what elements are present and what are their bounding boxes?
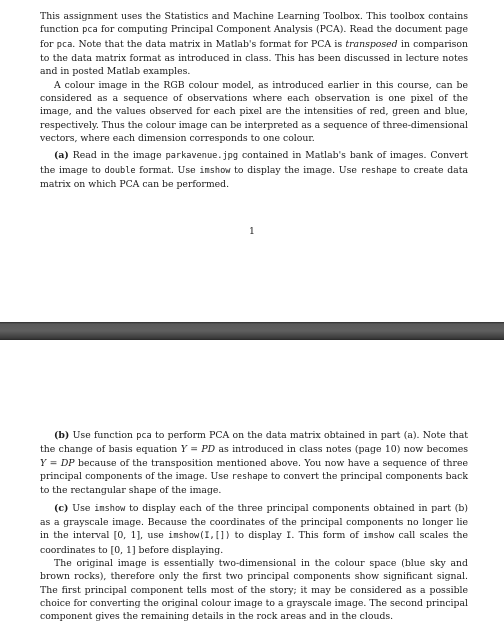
code-imshow: imshow <box>199 165 231 176</box>
page-1-text <box>40 10 468 191</box>
code-i: I <box>286 531 292 542</box>
code-filename: parkavenue.jpg <box>165 151 238 162</box>
code-imshow: imshow <box>363 531 395 542</box>
code-pca: pca <box>56 39 73 50</box>
page-number: 1 <box>249 226 255 237</box>
part-c-label: (c) <box>54 502 69 514</box>
part-b-paragraph: (b) Use function pca to perform PCA on the data matrix obtained in part (a). Note that the change of basis equation Y = PD as introduced in class notes (page 10) now becomes Y = DP because of the transposition mentioned above. You now have a sequence of three principal components of the image. Use reshape to convert the principal components back to the rectangular shape of the image. <box>40 430 468 497</box>
page-separator <box>0 322 504 340</box>
document-page-2 <box>0 340 504 625</box>
equation-y-dp: Y = DP <box>40 457 75 469</box>
part-a-paragraph: (a) Read in the image parkavenue.jpg contained in Matlab's bank of images. Convert the image to double format. Use imshow to display the image. Use reshape to create data matrix on which PCA can be performed. <box>40 150 468 191</box>
interval: [0, 1] <box>110 544 136 556</box>
colour-model-paragraph: A colour image in the RGB colour model, as introduced earlier in this course, can be considered as a sequence of observations where each observation is one pixel of the image, and the values observed for each pixel are the intensities of red, green and blue, respectively. Thus the colour image can be interpreted as a sequence of three-dimensional vectors, where each dimension corresponds to one colour. <box>40 79 468 145</box>
final-paragraph: The original image is essentially two-dimensional in the colour space (blue sky and brown rocks), therefore only the first two principal components show significant signal. The first principal component tells most of the story; it may be considered as a possible choice for converting the original colour image to a grayscale image. The second principal component gives the remaining details in the rock areas and in the clouds. <box>40 558 468 623</box>
code-double: double <box>104 165 136 176</box>
code-imshow-call: imshow(I,[]) <box>168 531 231 542</box>
equation-y-pd: Y = PD <box>180 444 216 456</box>
part-a-label: (a) <box>54 150 69 162</box>
page-2-text <box>40 429 468 624</box>
code-pca: pca <box>136 431 152 441</box>
code-imshow: imshow <box>94 503 126 514</box>
code-pca: pca <box>82 25 98 36</box>
code-reshape: reshape <box>231 472 268 483</box>
interval: [0, 1] <box>113 530 141 542</box>
part-c-paragraph: (c) Use imshow to display each of the three principal components obtained in part (b) as a grayscale image. Because the coordinates of the principal components no longer lie in the interval [0, 1], use imshow(I,[]) to display I. This form of imshow call scales the coordinates to [0, 1] before displaying. <box>40 502 468 556</box>
code-reshape: reshape <box>360 165 397 176</box>
part-b-label: (b) <box>54 430 70 441</box>
emphasis-transposed: transposed <box>345 38 398 50</box>
intro-paragraph: This assignment uses the Statistics and Machine Learning Toolbox. This toolbox contains function pca for computing Principal Component Analysis (PCA). Read the document page for pca. Note that the data matrix in Matlab's format for PCA is transposed in comparison to the data matrix format as introduced in class. This has been discussed in lecture notes and in posted Matlab examples. <box>40 11 468 78</box>
